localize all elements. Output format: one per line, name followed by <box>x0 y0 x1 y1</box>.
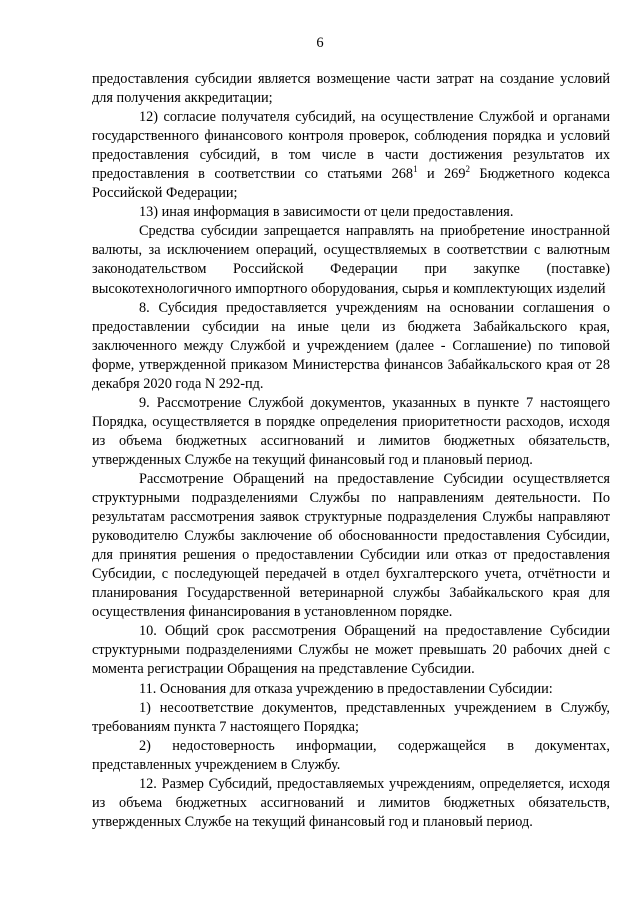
paragraph-text: Бюджетного кодекса Российской Федерации; <box>92 166 611 202</box>
paragraph-text: предоставления субсидии является возмещение части затрат на создание условий для получения аккредитации; <box>92 71 610 107</box>
paragraph <box>92 70 610 108</box>
paragraph-text: 11. Основания для отказа учреждению в предоставлении Субсидии: <box>139 680 553 697</box>
paragraph <box>92 699 610 737</box>
page-number: 6 <box>316 35 324 51</box>
paragraph-text: Рассмотрение Обращений на предоставление Субсидии осуществляется структурными подразделениями Службы по направлениям деятельности. По результатам рассмотрения заявок структурные подразделения Службы направляют руководителю Службы заключение об обоснованности предоставления Субсидии, для принятия решения о предоставлении Субсидии или отказ от предоставления Субсидии, с последующей передачей в отдел бухгалтерского учета, отчётности и планирования Государственной ветеринарной службы Забайкальского края для осуществления финансирования в установленном порядке. <box>92 470 610 621</box>
paragraph <box>92 622 610 679</box>
footnote-superscript: 1 <box>413 164 418 175</box>
paragraph <box>92 680 610 699</box>
document-body <box>92 70 610 832</box>
paragraph-text: 10. Общий срок рассмотрения Обращений на предоставление Субсидии структурными подразделениями Службы не может превышать 20 рабочих дней с момента регистрации Обращения на представление Субсидии. <box>92 623 610 678</box>
paragraph-text: Средства субсидии запрещается направлять на приобретение иностранной валюты, за исключением операций, осуществляемых в соответствии с валютным законодательством Российской Федерации при закупке (поставке) высокотехнологичного импортного оборудования, сырья и комплектующих изделий <box>92 223 610 297</box>
paragraph-text: 8. Субсидия предоставляется учреждениям на основании соглашения о предоставлении субсидии на иные цели из бюджета Забайкальского края, заключенного между Службой и учреждением (далее - Соглашение) по типовой форме, утвержденной приказом Министерства финансов Забайкальского края от 28 декабря 2020 года N 292-пд. <box>92 299 610 392</box>
paragraph <box>92 299 610 394</box>
paragraph <box>92 470 610 622</box>
paragraph-text: и 269 <box>417 166 466 183</box>
paragraph <box>92 775 610 832</box>
paragraph <box>92 394 610 470</box>
footnote-superscript: 2 <box>465 164 470 175</box>
paragraph-text: 12. Размер Субсидий, предоставляемых учреждениям, определяется, исходя из объема бюджетных ассигнований и лимитов бюджетных обязательств, утвержденных Службе на текущий финансовый год и плановый период. <box>92 775 610 830</box>
paragraph-text: 2) недостоверность информации, содержащейся в документах, представленных учреждением в Службу. <box>92 737 610 773</box>
paragraph <box>92 108 610 203</box>
paragraph-text: 1) несоответствие документов, представленных учреждением в Службу, требованиям пункта 7 настоящего Порядка; <box>92 699 610 735</box>
paragraph-text: 13) иная информация в зависимости от цели предоставления. <box>139 204 514 221</box>
paragraph-text: 9. Рассмотрение Службой документов, указанных в пункте 7 настоящего Порядка, осуществляется в порядке определения приоритетности расходов, исходя из объема бюджетных ассигнований и лимитов бюджетных обязательств, утвержденных Службе на текущий финансовый год и плановый период. <box>92 394 610 468</box>
paragraph <box>92 222 610 298</box>
paragraph <box>92 203 610 222</box>
paragraph <box>92 737 610 775</box>
paragraph-text: 12) согласие получателя субсидий, на осуществление Службой и органами государственного финансового контроля проверок, соблюдения порядка и условий предоставления субсидий, в том числе в части достижения результатов их предоставления в соответствии со статьями 268 <box>92 109 610 183</box>
